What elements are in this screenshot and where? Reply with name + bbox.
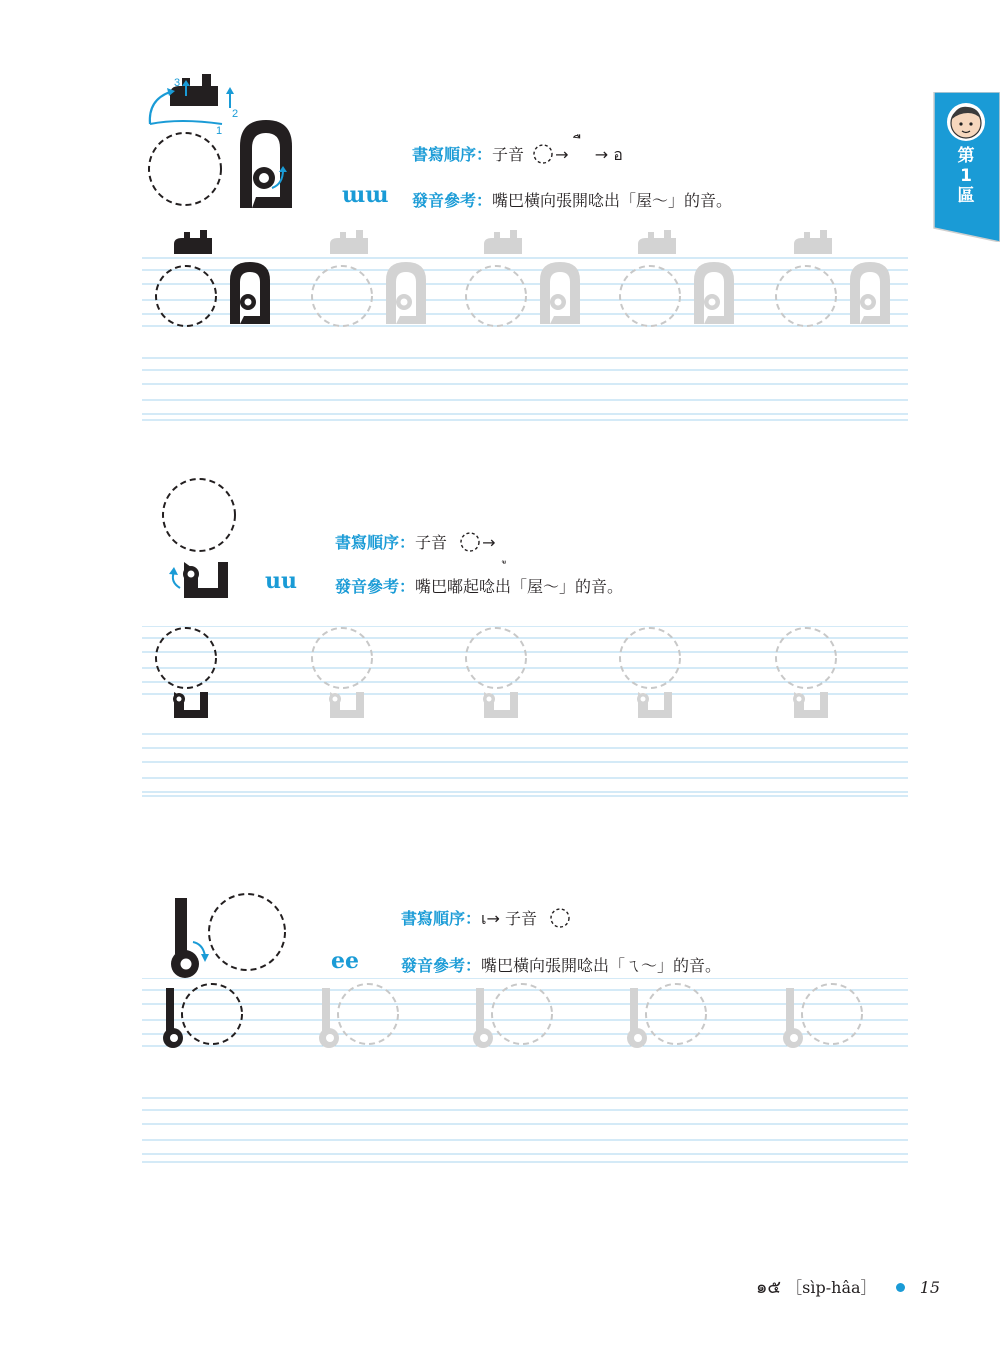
vowel-section-3: [0, 880, 1000, 1220]
trace-glyph: [312, 628, 372, 718]
stroke-number-1: 1: [216, 125, 223, 137]
trace-glyph: [466, 230, 580, 326]
writing-order-row-3: [401, 906, 572, 932]
trace-glyph: [627, 984, 706, 1048]
writing-order-label: 書寫順序: [412, 145, 477, 164]
trace-glyph: [776, 628, 836, 718]
trace-glyph: [620, 628, 680, 718]
chapter-tab-line1: 第: [957, 146, 975, 166]
stroke-order-glyph-1: [140, 72, 315, 217]
thai-page-number: ๑๕: [756, 1277, 782, 1298]
practice-glyphs-1: [142, 228, 908, 428]
writing-order-text: 子音: [492, 145, 525, 164]
arrow-text: →: [555, 145, 569, 164]
romanization-3: ee: [331, 948, 359, 974]
pronunciation-row-1: [412, 188, 732, 211]
writing-order-text: → 子音: [486, 909, 537, 928]
chapter-tab-line3: 區: [957, 186, 975, 206]
writing-order-label: 書寫順序: [401, 909, 466, 928]
footer-dot-icon: [896, 1283, 905, 1292]
pronunciation-text: 嘴巴橫向張開唸出「屋～」的音。: [492, 191, 733, 210]
stroke-number-3: 3: [174, 77, 181, 89]
pronunciation-row-2: [335, 574, 623, 597]
practice-area-3: [142, 978, 908, 1164]
trace-glyph: [776, 230, 890, 326]
arrow-text: →: [482, 533, 496, 552]
stroke-order-glyph-3: [165, 892, 290, 982]
colon: ：: [476, 191, 493, 210]
chapter-tab-line2: 1: [960, 166, 972, 186]
stroke-order-glyph-2: [150, 474, 245, 604]
pronunciation-label: 發音參考: [335, 577, 400, 596]
vowel-section-2: [0, 460, 1000, 810]
writing-order-row-1: [412, 142, 623, 168]
page-transliteration: ［sìp-hâa］: [786, 1278, 877, 1297]
pronunciation-text: 嘴巴嘟起唸出「屋～」的音。: [415, 577, 624, 596]
practice-glyphs-2: [142, 626, 908, 806]
pronunciation-row-3: [401, 953, 721, 976]
stroke-number-2: 2: [232, 108, 239, 120]
colon: ：: [465, 956, 482, 975]
model-glyph: [156, 628, 216, 718]
page-number: 15: [919, 1278, 941, 1297]
arrow-text: →: [594, 145, 609, 164]
vowel-section-1: [0, 0, 1000, 430]
practice-area-2: [142, 626, 908, 806]
consonant-placeholder-icon: [531, 143, 555, 165]
trace-glyph: [466, 628, 526, 718]
writing-order-row-2: [335, 530, 507, 554]
practice-glyphs-3: [142, 978, 908, 1164]
colon: ：: [399, 577, 416, 596]
page-footer: [756, 1272, 940, 1301]
consonant-placeholder-icon: [548, 907, 572, 929]
colon: ：: [399, 533, 416, 552]
pronunciation-text: 嘴巴橫向張開唸出「ㄟ～」的音。: [481, 956, 722, 975]
trace-glyph: [620, 230, 734, 326]
model-glyph: [156, 230, 270, 326]
trace-glyph: [319, 984, 398, 1048]
consonant-placeholder-icon: [458, 531, 482, 553]
pronunciation-label: 發音參考: [401, 956, 466, 975]
pronunciation-label: 發音參考: [412, 191, 477, 210]
trace-glyph: [473, 984, 552, 1048]
consonant-o-ang: อ: [613, 145, 623, 164]
trace-glyph: [312, 230, 426, 326]
writing-order-label: 書寫順序: [335, 533, 400, 552]
colon: ：: [476, 145, 493, 164]
romanization-1: ɯɯ: [342, 182, 389, 208]
romanization-2: uu: [265, 568, 297, 594]
writing-order-text: 子音: [415, 533, 448, 552]
practice-area-1: [142, 228, 908, 428]
vowel-mark-front: เ: [481, 909, 487, 928]
model-glyph: [163, 984, 242, 1048]
colon: ：: [465, 909, 482, 928]
trace-glyph: [783, 984, 862, 1048]
